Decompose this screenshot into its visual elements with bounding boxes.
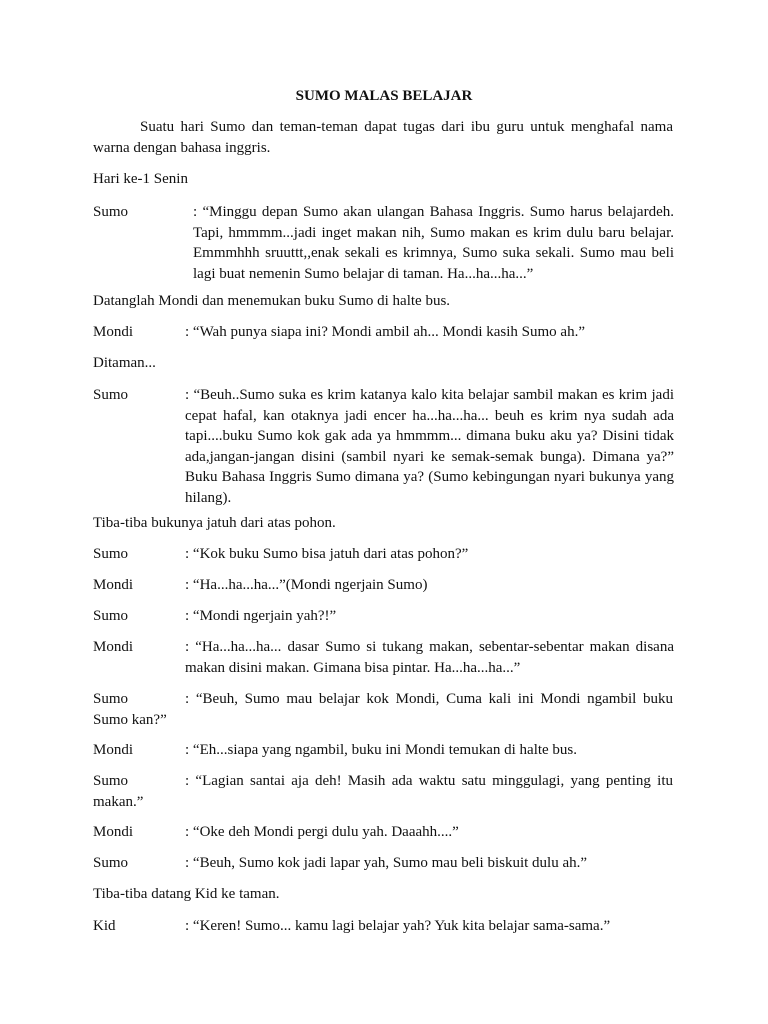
speaker-name: Sumo — [93, 608, 129, 624]
speaker-name: Sumo — [93, 204, 129, 220]
speaker-name: Sumo — [93, 773, 129, 789]
dialogue-block — [93, 689, 673, 730]
narration-line: Datanglah Mondi dan menemukan buku Sumo di halte bus. — [93, 293, 451, 309]
speaker-name: Sumo — [93, 387, 129, 403]
narration-line: Ditaman... — [93, 355, 156, 371]
speaker-name: Kid — [93, 918, 116, 934]
story-title: SUMO MALAS BELAJAR — [295, 88, 473, 104]
dialogue-block — [93, 771, 673, 812]
speaker-name: Mondi — [93, 639, 134, 655]
narration-line: Tiba-tiba bukunya jatuh dari atas pohon. — [93, 515, 336, 531]
speaker-name: Mondi — [93, 824, 134, 840]
dialogue-text: : “Kok buku Sumo bisa jatuh dari atas pohon?” — [185, 546, 469, 562]
dialogue-text: : “Beuh..Sumo suka es krim katanya kalo kita belajar sambil makan es krim jadi cepat hafal, kan otaknya jadi encer ha...ha...ha... beuh es krim nya sudah ada tapi....buku Sumo kok gak ada ya hmmmm... dimana buku aku ya? Disini tidak ada,jangan-jangan disini (sambil nyari ke semak-semak bunga). Dimana ya?” Buku Bahasa Inggris Sumo dimana ya? (Sumo kebingungan nyari bukunya yang hilang). — [185, 387, 674, 506]
speaker-name: Sumo — [93, 546, 129, 562]
day-heading: Hari ke-1 Senin — [93, 171, 188, 187]
speaker-name: Sumo — [93, 691, 129, 707]
dialogue-text: : “Minggu depan Sumo akan ulangan Bahasa Inggris. Sumo harus belajardeh. Tapi, hmmmm...jadi inget makan nih, Sumo makan es krim dulu baru belajar. Emmmhhh sruuttt,,enak sekali es krimnya, Sumo suka sekali. Sumo mau beli lagi buat nemenin Sumo belajar di taman. Ha...ha...ha...” — [193, 204, 674, 282]
dialogue-text: : “Beuh, Sumo mau belajar kok Mondi, Cuma kali ini Mondi ngambil buku Sumo kan?” — [93, 691, 673, 728]
dialogue-text: : “Ha...ha...ha...”(Mondi ngerjain Sumo) — [185, 577, 428, 593]
speaker-name: Sumo — [93, 855, 129, 871]
dialogue-text: : “Beuh, Sumo kok jadi lapar yah, Sumo mau beli biskuit dulu ah.” — [185, 855, 588, 871]
dialogue-text: : “Lagian santai aja deh! Masih ada waktu satu minggulagi, yang penting itu makan.” — [93, 773, 673, 810]
dialogue-text: : “Ha...ha...ha... dasar Sumo si tukang makan, sebentar-sebentar makan disana makan disini makan. Gimana bisa pintar. Ha...ha...ha...” — [185, 639, 674, 676]
dialogue-text: : “Wah punya siapa ini? Mondi ambil ah... Mondi kasih Sumo ah.” — [185, 324, 585, 340]
dialogue-text: : “Mondi ngerjain yah?!” — [185, 608, 337, 624]
dialogue-text: : “Eh...siapa yang ngambil, buku ini Mondi temukan di halte bus. — [185, 742, 578, 758]
dialogue-text: : “Oke deh Mondi pergi dulu yah. Daaahh....” — [185, 824, 459, 840]
intro-paragraph: Suatu hari Sumo dan teman-teman dapat tugas dari ibu guru untuk menghafal nama warna dengan bahasa inggris. — [93, 119, 673, 156]
dialogue-text: : “Keren! Sumo... kamu lagi belajar yah? Yuk kita belajar sama-sama.” — [185, 918, 611, 934]
speaker-name: Mondi — [93, 742, 134, 758]
speaker-name: Mondi — [93, 577, 134, 593]
narration-line: Tiba-tiba datang Kid ke taman. — [93, 886, 280, 902]
speaker-name: Mondi — [93, 324, 134, 340]
